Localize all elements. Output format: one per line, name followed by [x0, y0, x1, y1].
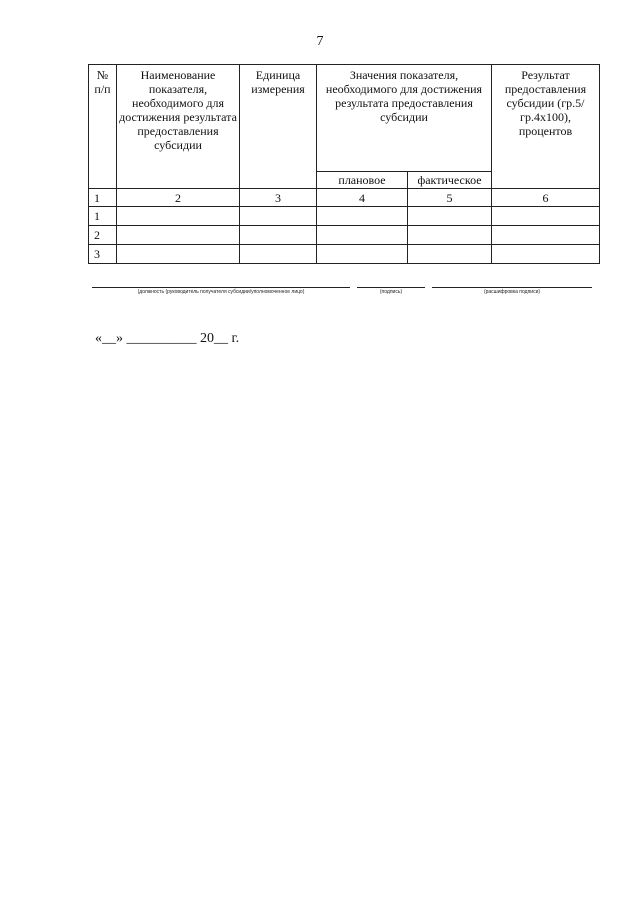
row-number: 1	[89, 207, 117, 226]
page-number: 7	[316, 34, 324, 49]
table-cell	[240, 226, 317, 245]
table-cell	[317, 245, 408, 264]
table-row	[89, 245, 600, 264]
decoding-caption: (расшифровка подписи)	[483, 289, 541, 295]
position-signature-line	[92, 287, 350, 288]
column-number: 2	[117, 189, 240, 207]
table-cell	[240, 207, 317, 226]
table-cell	[492, 226, 600, 245]
table-cell	[408, 245, 492, 264]
decoding-signature-line	[432, 287, 592, 288]
column-number: 1	[89, 189, 117, 207]
column-number: 6	[492, 189, 600, 207]
position-caption: (должность (руководитель получателя субсидии/уполномоченное лицо)	[137, 289, 305, 295]
signature-line	[357, 287, 425, 288]
signature-caption: (подпись)	[379, 289, 403, 295]
column-number: 5	[408, 189, 492, 207]
indicator-table	[88, 64, 600, 264]
header-number: № п/п	[89, 65, 117, 189]
table-cell	[240, 245, 317, 264]
header-indicator-values: Значения показателя, необходимого для достижения результата предоставления субсидии	[317, 65, 492, 172]
table-cell	[117, 245, 240, 264]
header-indicator-name: Наименование показателя, необходимого для достижения результата предоставления субсидии	[117, 65, 240, 189]
table-cell	[317, 226, 408, 245]
column-number-row	[89, 189, 600, 207]
table-cell	[492, 245, 600, 264]
table-cell	[117, 226, 240, 245]
header-actual: фактическое	[408, 172, 492, 189]
header-result: Результат предоставления субсидии (гр.5/гр.4х100), процентов	[492, 65, 600, 189]
table-row	[89, 226, 600, 245]
table-cell	[408, 207, 492, 226]
table-cell	[492, 207, 600, 226]
header-planned: плановое	[317, 172, 408, 189]
date-line: «__» __________ 20__ г.	[95, 331, 240, 346]
column-number: 3	[240, 189, 317, 207]
table-cell	[117, 207, 240, 226]
row-number: 3	[89, 245, 117, 264]
header-unit: Единица измерения	[240, 65, 317, 189]
column-number: 4	[317, 189, 408, 207]
table-cell	[408, 226, 492, 245]
table-cell	[317, 207, 408, 226]
table-row	[89, 207, 600, 226]
row-number: 2	[89, 226, 117, 245]
